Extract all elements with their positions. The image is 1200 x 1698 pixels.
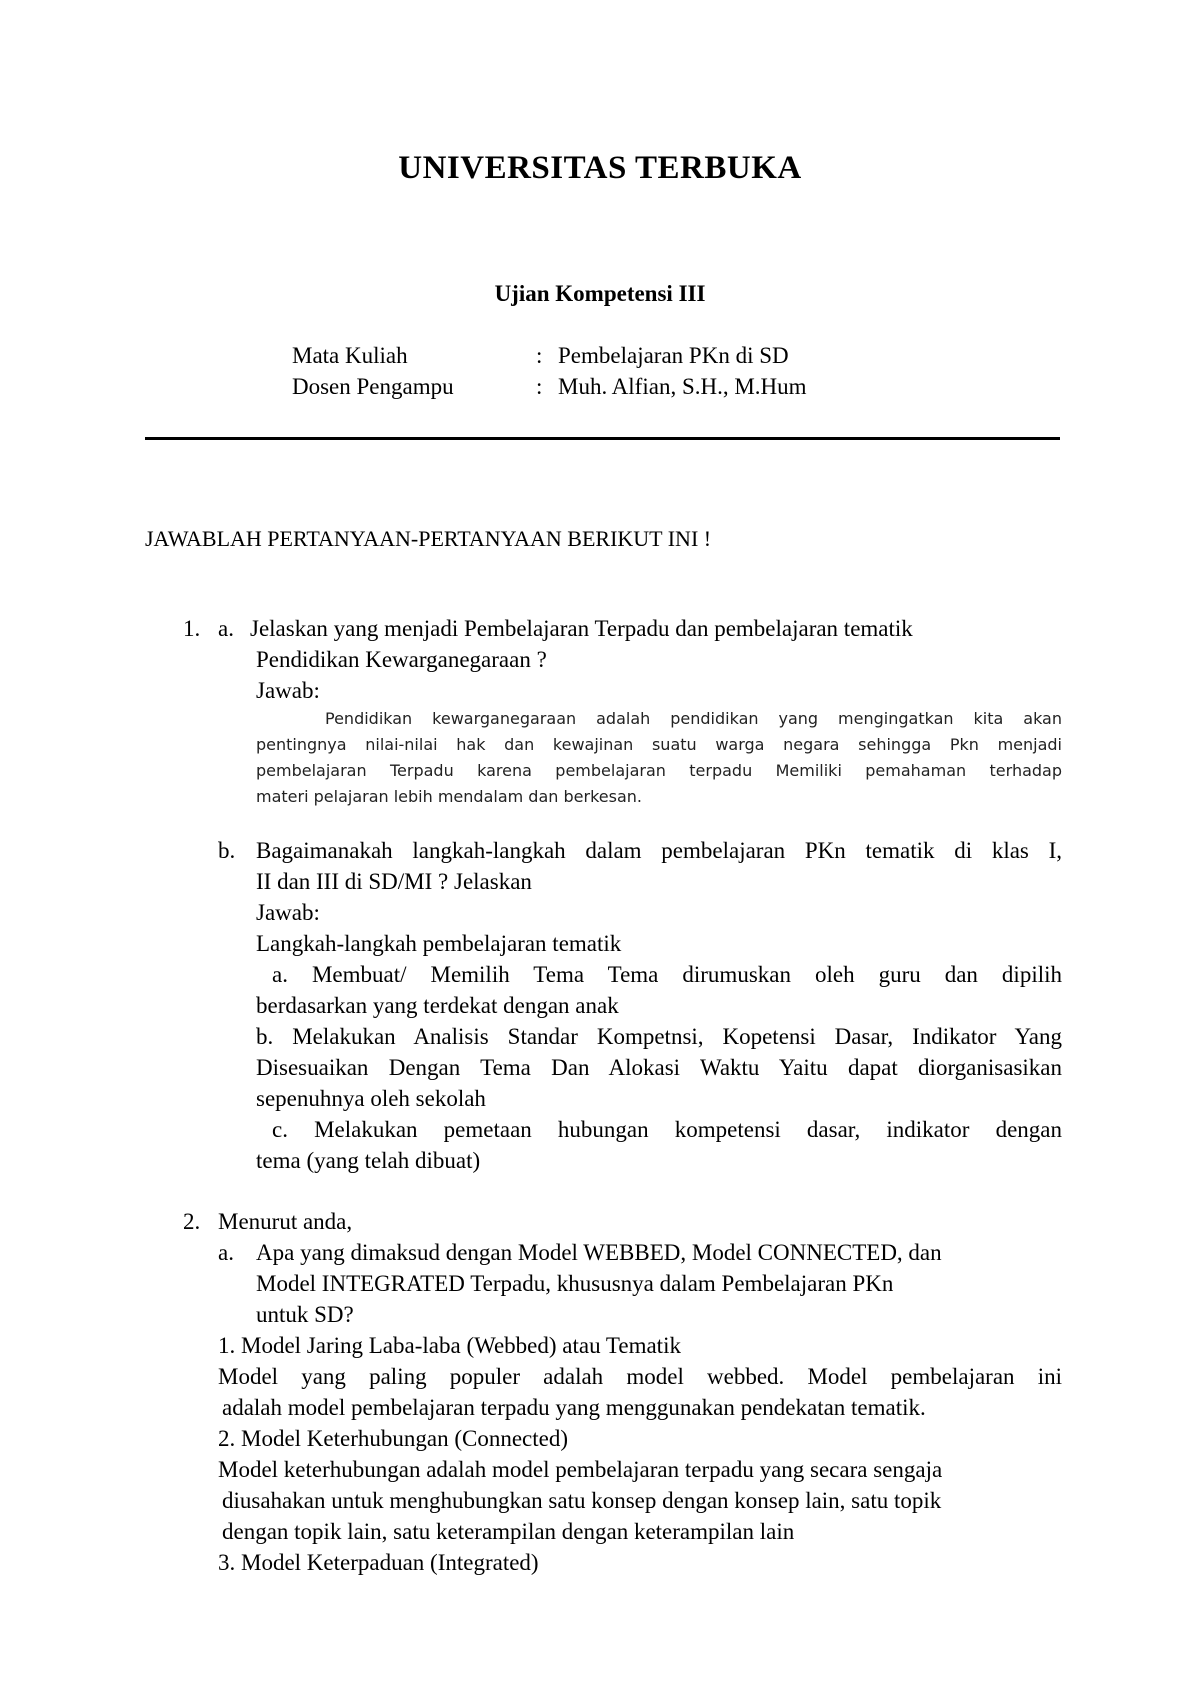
q1a-marker: a. — [218, 616, 234, 641]
q1a-answer-line: Pendidikan kewarganegaraan adalah pendidikan yang mengingatkan kita akan — [325, 709, 1062, 728]
meta-value-course: Pembelajaran PKn di SD — [558, 343, 789, 368]
q1a-answer-line: pembelajaran Terpadu karena pembelajaran terpadu Memiliki pemahaman terhadap — [256, 761, 1062, 780]
q2-answer-line: dengan topik lain, satu keterampilan dengan keterampilan lain — [222, 1519, 795, 1544]
q1b-step-line: tema (yang telah dibuat) — [256, 1148, 481, 1173]
exam-title: Ujian Kompetensi III — [494, 281, 706, 306]
q1a-answer-line: pentingnya nilai-nilai hak dan kewajinan suatu warga negara sehingga Pkn menjadi — [256, 735, 1062, 754]
q2a-marker: a. — [218, 1240, 234, 1265]
q1-number: 1. — [183, 616, 201, 641]
q1b-step-line: c. Melakukan pemetaan hubungan kompetensi dasar, indikator dengan — [272, 1117, 1062, 1142]
q2a-question-line1: Apa yang dimaksud dengan Model WEBBED, Model CONNECTED, dan — [256, 1240, 942, 1265]
q1b-marker: b. — [218, 838, 236, 863]
meta-sep-course: : — [536, 343, 543, 368]
q2-answer-line: Model keterhubungan adalah model pembelajaran terpadu yang secara sengaja — [218, 1457, 943, 1482]
q2a-question-line3: untuk SD? — [256, 1302, 354, 1327]
q2-answer-line: 1. Model Jaring Laba-laba (Webbed) atau Tematik — [218, 1333, 681, 1358]
q1b-answer-label: Jawab: — [256, 900, 320, 925]
q2-number: 2. — [183, 1209, 201, 1234]
meta-label-lecturer: Dosen Pengampu — [292, 374, 454, 399]
q2-answer-line: 2. Model Keterhubungan (Connected) — [218, 1426, 569, 1451]
q1a-answer-line: materi pelajaran lebih mendalam dan berkesan. — [256, 787, 642, 806]
meta-sep-lecturer: : — [536, 374, 543, 399]
q1a-question-line1: Jelaskan yang menjadi Pembelajaran Terpadu dan pembelajaran tematik — [250, 616, 913, 641]
q1b-question-line2: II dan III di SD/MI ? Jelaskan — [256, 869, 532, 894]
meta-label-course: Mata Kuliah — [292, 343, 408, 368]
q2a-question-line2: Model INTEGRATED Terpadu, khususnya dalam Pembelajaran PKn — [256, 1271, 894, 1296]
university-title: UNIVERSITAS TERBUKA — [398, 150, 802, 186]
q1b-step-line: Disesuaikan Dengan Tema Dan Alokasi Waktu Yaitu dapat diorganisasikan — [256, 1055, 1062, 1080]
q1b-step-line: sepenuhnya oleh sekolah — [256, 1086, 486, 1111]
q1b-question-line1: Bagaimanakah langkah-langkah dalam pembelajaran PKn tematik di klas I, — [256, 838, 1062, 863]
q2-answer-line: Model yang paling populer adalah model webbed. Model pembelajaran ini — [218, 1364, 1062, 1389]
q2-answer-line: diusahakan untuk menghubungkan satu konsep dengan konsep lain, satu topik — [222, 1488, 942, 1513]
q2-answer-line: 3. Model Keterpaduan (Integrated) — [218, 1550, 539, 1575]
q1b-steps-title: Langkah-langkah pembelajaran tematik — [256, 931, 622, 956]
q1a-answer-label: Jawab: — [256, 678, 320, 703]
q2-intro: Menurut anda, — [218, 1209, 353, 1234]
q1a-question-line2: Pendidikan Kewarganegaraan ? — [256, 647, 547, 672]
instruction-text: JAWABLAH PERTANYAAN-PERTANYAAN BERIKUT INI ! — [145, 526, 712, 551]
q2-answer-line: adalah model pembelajaran terpadu yang menggunakan pendekatan tematik. — [222, 1395, 926, 1420]
meta-value-lecturer: Muh. Alfian, S.H., M.Hum — [558, 374, 807, 399]
header-divider — [145, 437, 1060, 440]
q1b-step-line: berdasarkan yang terdekat dengan anak — [256, 993, 619, 1018]
q1b-step-line: a. Membuat/ Memilih Tema Tema dirumuskan oleh guru dan dipilih — [272, 962, 1062, 987]
q1b-step-line: b. Melakukan Analisis Standar Kompetnsi, Kopetensi Dasar, Indikator Yang — [256, 1024, 1062, 1049]
